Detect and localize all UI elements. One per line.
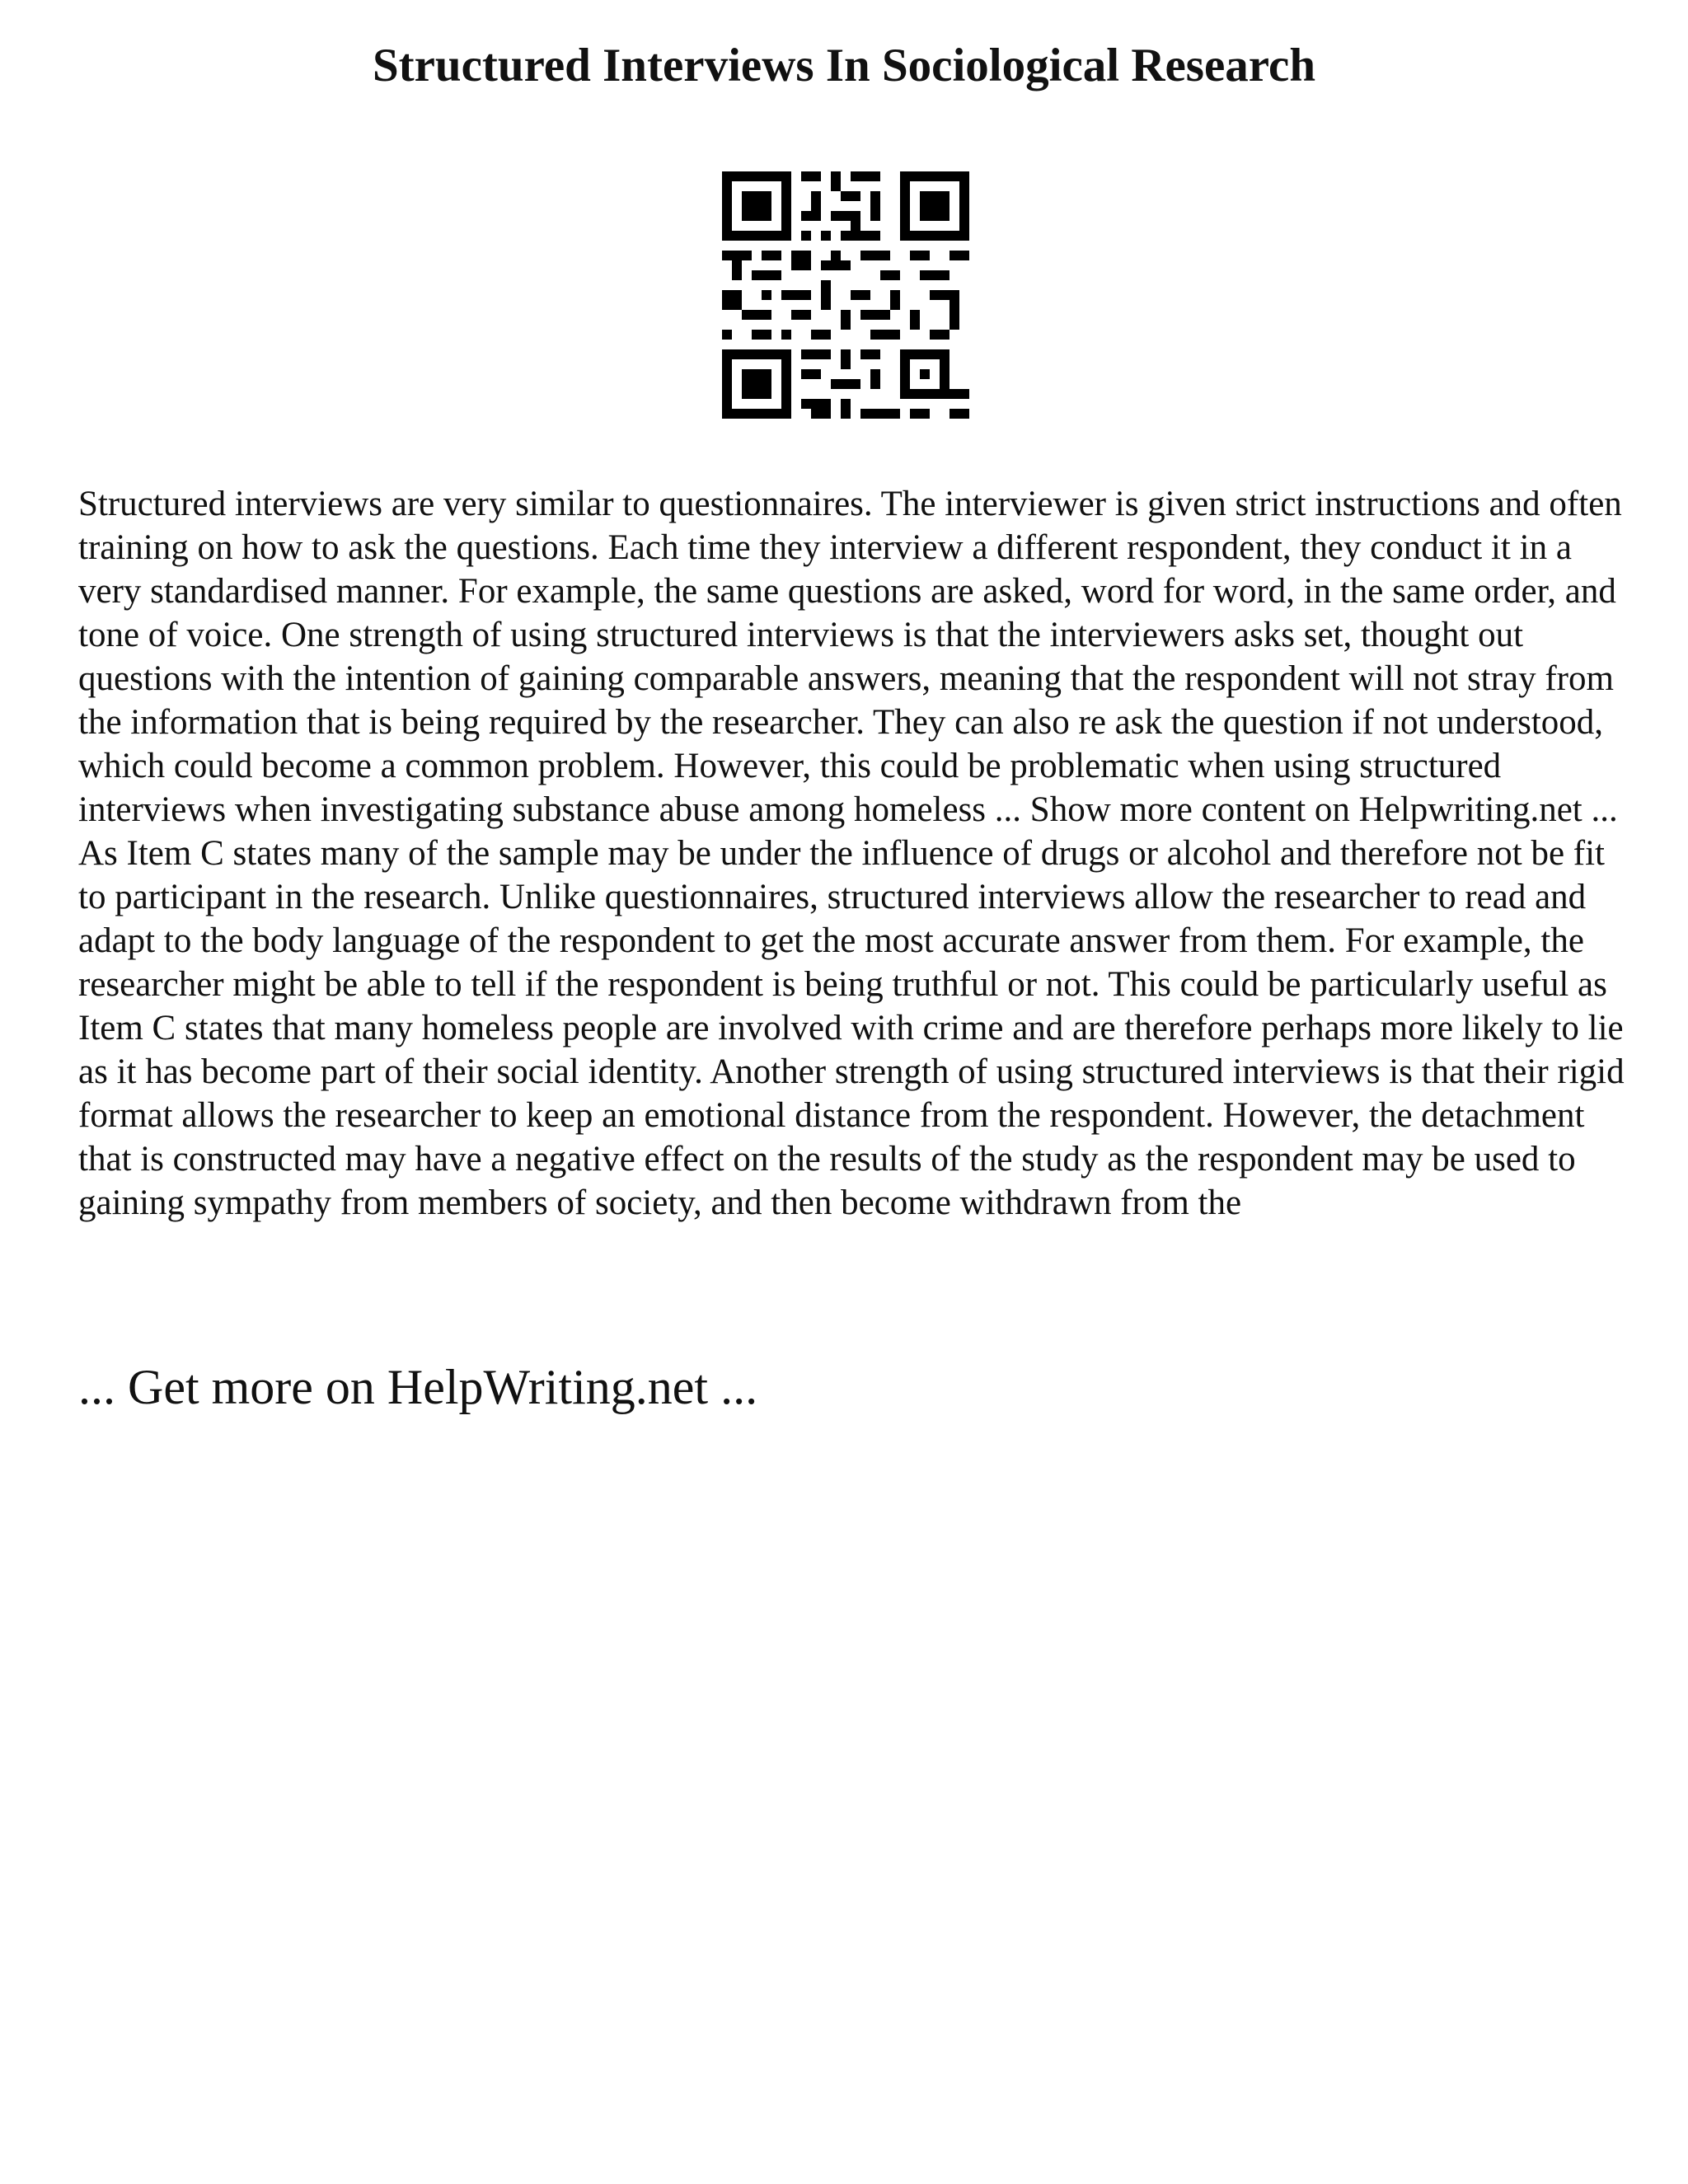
get-more-link[interactable]: ... Get more on HelpWriting.net ... <box>78 1360 758 1414</box>
qr-code-icon <box>722 171 969 419</box>
paragraph-1: Structured interviews are very similar to questionnaires. The interviewer is given strict instructions and often training on how to ask the questions. Each time they interview a different respondent, they conduct it in a very standardised manner. For example, the same questions are asked, word for word, in the same order, and tone of voice. One strength of using structured interviews is that the interviewers asks set, thought out questions with the intention of gaining comparable answers, meaning that the respondent will not stray from the information that is being required by the researcher. They can also re ask the question if not understood, which could become a common problem. However, this could be problematic when using structured interviews when investigating substance abuse among homeless ... Show more content on Helpwriting.net ... <box>78 485 1622 829</box>
paragraph-2: As Item C states many of the sample may be under the influence of drugs or alcohol and therefore not be fit to participant in the research. Unlike questionnaires, structured interviews allow the researcher to read and adapt to the body language of the respondent to get the most accurate answer from them. For example, the researcher might be able to tell if the respondent is being truthful or not. This could be particularly useful as Item C states that many homeless people are involved with crime and are therefore perhaps more likely to lie as it has become part of their social identity. Another strength of using structured interviews is that their rigid format allows the researcher to keep an emotional distance from the respondent. However, the detachment that is constructed may have a negative effect on the results of the study as the respondent may be used to gaining sympathy from members of society, and then become withdrawn from the <box>78 834 1625 1222</box>
article-body <box>78 482 1628 1225</box>
page-title: Structured Interviews In Sociological Research <box>372 40 1316 91</box>
